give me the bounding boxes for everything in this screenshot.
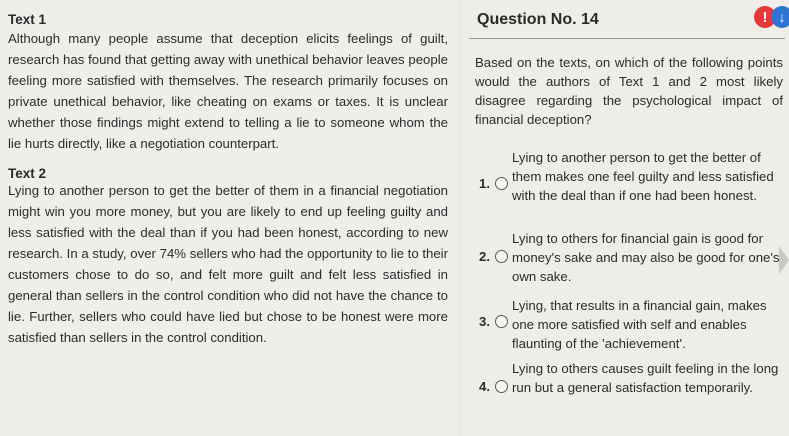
text1-heading: Text 1 <box>8 12 47 27</box>
next-arrow-icon[interactable] <box>779 246 789 274</box>
option-number: 1. <box>479 176 490 191</box>
option-text: Lying, that results in a financial gain, makes one more satisfied with self and enables flaunting of the 'achievement'. <box>512 298 767 351</box>
option-text: Lying to others causes guilt feeling in the long run but a general satisfaction temporarily. <box>512 361 779 395</box>
option-text: Lying to others for financial gain is good for money's sake and may also be good for one's own sake. <box>512 231 780 284</box>
radio-button[interactable] <box>495 315 508 328</box>
option-number: 2. <box>479 249 490 264</box>
question-text: Based on the texts, on which of the following points would the authors of Text 1 and 2 most likely disagree regarding the psychological impact of financial deception? <box>475 55 783 127</box>
download-arrow-icon[interactable]: ↓ <box>771 6 789 28</box>
question-panel <box>463 0 789 436</box>
question-title: Question No. 14 <box>477 11 599 28</box>
alert-icon[interactable]: ! <box>754 6 776 28</box>
option-text: Lying to another person to get the better of them makes one feel guilty and less satisfied with the deal than if one had been honest. <box>512 150 774 203</box>
option-number: 3. <box>479 314 490 329</box>
text1-body: Although many people assume that deception elicits feelings of guilt, research has found that getting away with unethical behavior leaves people feeling more satisfied with themselves. The research primarily focuses on private unethical behavior, like cheating on exams or taxes. It is unclear whether those findings might extend to telling a lie to someone whom the lie hurts directly, like a negotiation counterpart. <box>8 31 448 151</box>
text2-heading: Text 2 <box>8 166 47 181</box>
radio-button[interactable] <box>495 250 508 263</box>
radio-button[interactable] <box>495 177 508 190</box>
title-divider <box>469 38 785 39</box>
text2-body: Lying to another person to get the better of them in a financial negotiation might win you more money, but you are likely to end up feeling guilty and less satisfied with the deal than if you had been honest, according to new research. In a study, over 74% sellers who had the opportunity to lie to their customers chose to do so, and felt more guilt and felt less satisfied in general than sellers in the control condition who did not have the chance to lie. Further, sellers who could have lied but chose to be honest were more satisfied than sellers in the control condition. <box>8 183 448 345</box>
radio-button[interactable] <box>495 380 508 393</box>
option-number: 4. <box>479 379 490 394</box>
